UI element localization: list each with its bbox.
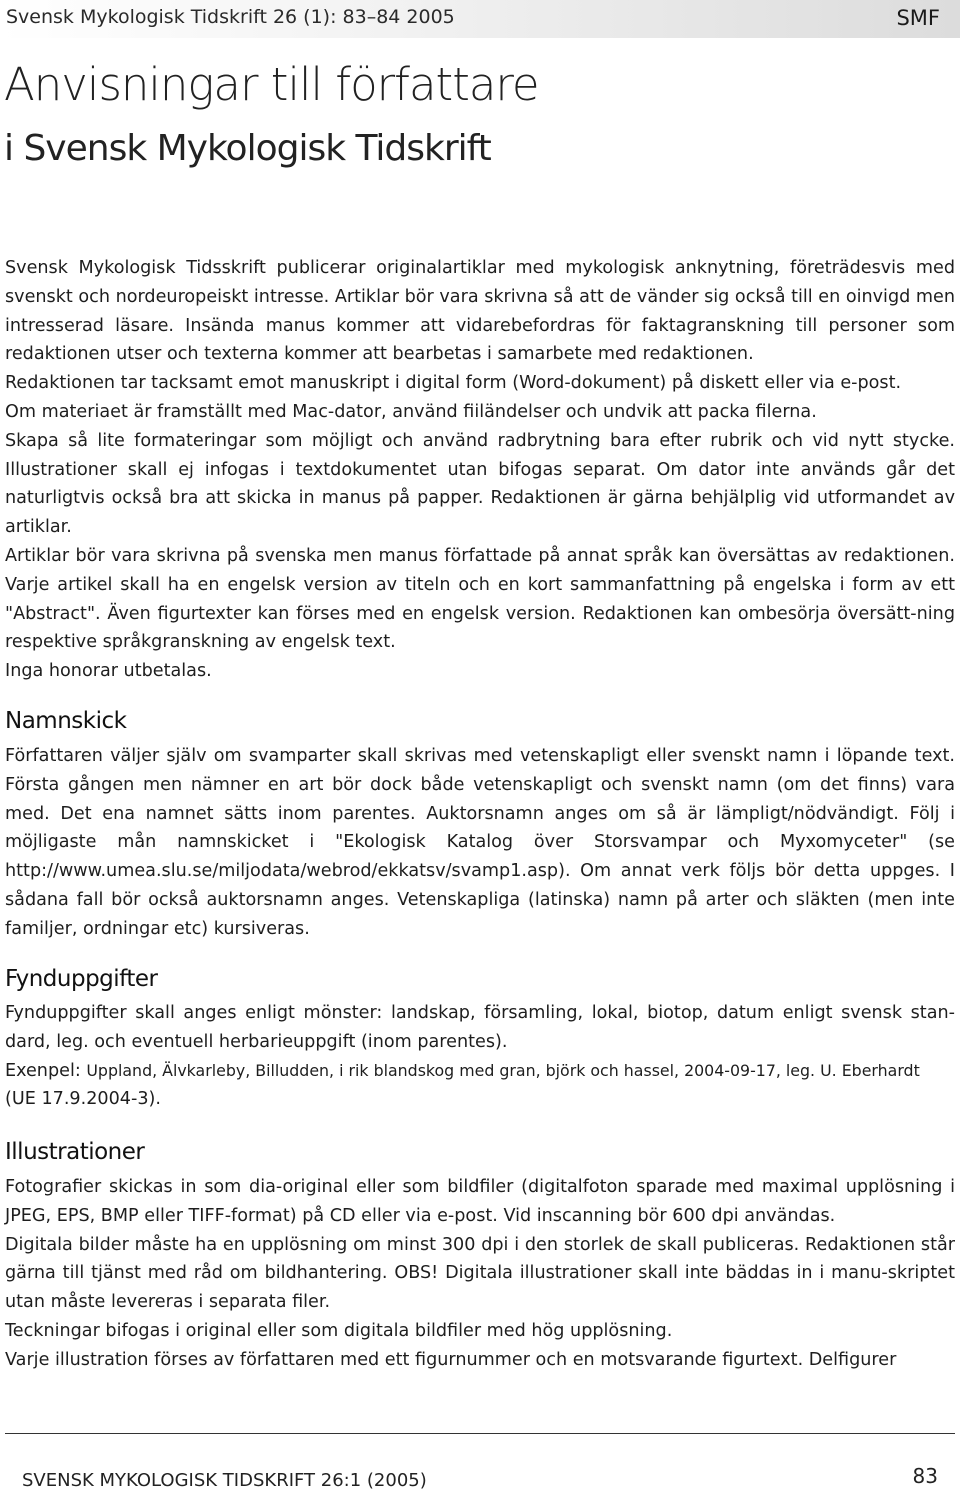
heading-namnskick: Namnskick (5, 708, 127, 734)
journal-citation: Svensk Mykologisk Tidskrift 26 (1): 83–84 2005 (6, 6, 455, 28)
illustrationer-paragraph: Teckningar bifogas i original eller som digitala bildfiler med hög upplösning. (5, 1320, 673, 1341)
intro-paragraph: Inga honorar utbetalas. (5, 661, 212, 682)
page-title: Anvisningar till författare (4, 58, 539, 111)
heading-fynduppgifter: Fynduppgifter (5, 966, 158, 992)
illustrationer-paragraph: Digitala bilder måste ha en upplösning om minst 300 dpi i den storlek de skall publiceras. Redaktionen står gärna till tjänst med råd om bildhantering. OBS! Digitala illustrationer skall inte bäddas in i manu-skriptet utan måste levereras i separata filer. (5, 1234, 955, 1313)
page-number: 83 (912, 1464, 938, 1488)
footer-journal: SVENSK MYKOLOGISK TIDSKRIFT 26:1 (2005) (22, 1470, 427, 1491)
example-label: Exenpel: (5, 1060, 81, 1081)
footer-divider (5, 1433, 955, 1434)
intro-section (5, 254, 955, 686)
fynduppgifter-paragraph: Fynduppgifter skall anges enligt mönster: landskap, församling, lokal, biotop, datum enligt svensk stan-dard, leg. och eventuell herbarieuppgift (inom parentes). (5, 1003, 955, 1052)
intro-paragraph: Redaktionen tar tacksamt emot manuskript i digital form (Word-dokument) på diskett eller via e-post. (5, 373, 902, 394)
fynduppgifter-section (5, 999, 955, 1114)
intro-paragraph: Skapa så lite formateringar som möjligt och använd radbrytning bara efter rubrik och vid nytt stycke. Illustrationer skall ej infogas i textdokumentet utan bifogas separat. Om dator inte används går det naturligtvis också bra att skicka in manus på papper. Redaktionen är gärna behjälplig vid utformandet av artiklar. (5, 430, 955, 538)
intro-paragraph: Artiklar bör vara skrivna på svenska men manus författade på annat språk kan översättas av redaktionen. Varje artikel skall ha en engelsk version av titeln och en kort sammanfattning på engelska i form av ett "Abstract". Även figurtexter kan förses med en engelsk version. Redaktionen kan ombesörja översätt-ning respektive språkgranskning av engelsk text. (5, 545, 955, 653)
page-subtitle: i Svensk Mykologisk Tidskrift (4, 128, 491, 169)
fynduppgifter-example-end: (UE 17.9.2004-3). (5, 1089, 161, 1110)
illustrationer-paragraph: Varje illustration förses av författaren med ett figurnummer och en motsvarande figurtext. Delfigurer (5, 1349, 897, 1370)
namnskick-section (5, 742, 955, 944)
example-text: Uppland, Älvkarleby, Billudden, i rik blandskog med gran, björk och hassel, 2004-09-17, leg. U. Eberhardt (86, 1060, 920, 1080)
fynduppgifter-example (5, 1057, 955, 1086)
intro-paragraph: Om materiaet är framställt med Mac-dator, använd fiiländelser och undvik att packa filerna. (5, 401, 817, 422)
intro-paragraph: Svensk Mykologisk Tidsskrift publicerar originalartiklar med mykologisk anknytning, företrädesvis med svenskt och nordeuropeiskt intresse. Artiklar bör vara skrivna så att de vänder sig också till en oinvigd men intresserad läsare. Insända manus kommer att vidarebefordras för faktagranskning till personer som redaktionen utser och texterna kommer att bearbetas i samarbete med redaktionen. (5, 258, 955, 365)
namnskick-paragraph: Författaren väljer själv om svamparter skall skrivas med vetenskapligt eller svenskt namn i löpande text. Första gången men nämner en art bör dock både vetenskapligt och svenskt namn (om det finns) vara med. Det ena namnet sätts inom parentes. Auktorsnamn anges om så är lämpligt/nödvändigt. Följ i möjligaste mån namnskicket i "Ekologisk Katalog över Storsvampar och Myxomyceter" (se http://www.umea.slu.se/miljodata/webrod/ekkatsv/svamp1.asp). Om annat verk följs bör detta uppges. I sådana fall bör också auktorsnamn anges. Vetenskapliga (latinska) namn på arter och släkten (men inte familjer, ordningar etc) kursiveras. (5, 746, 955, 939)
heading-illustrationer: Illustrationer (5, 1139, 145, 1165)
illustrationer-paragraph: Fotografier skickas in som dia-original eller som bildfiler (digitalfoton sparade med maximal upplösning i JPEG, EPS, BMP eller TIFF-format) på CD eller via e-post. Vid inscanning bör 600 dpi användas. (5, 1177, 955, 1226)
illustrationer-section (5, 1173, 955, 1375)
society-logo: SMF (896, 6, 940, 30)
running-header (0, 0, 960, 38)
